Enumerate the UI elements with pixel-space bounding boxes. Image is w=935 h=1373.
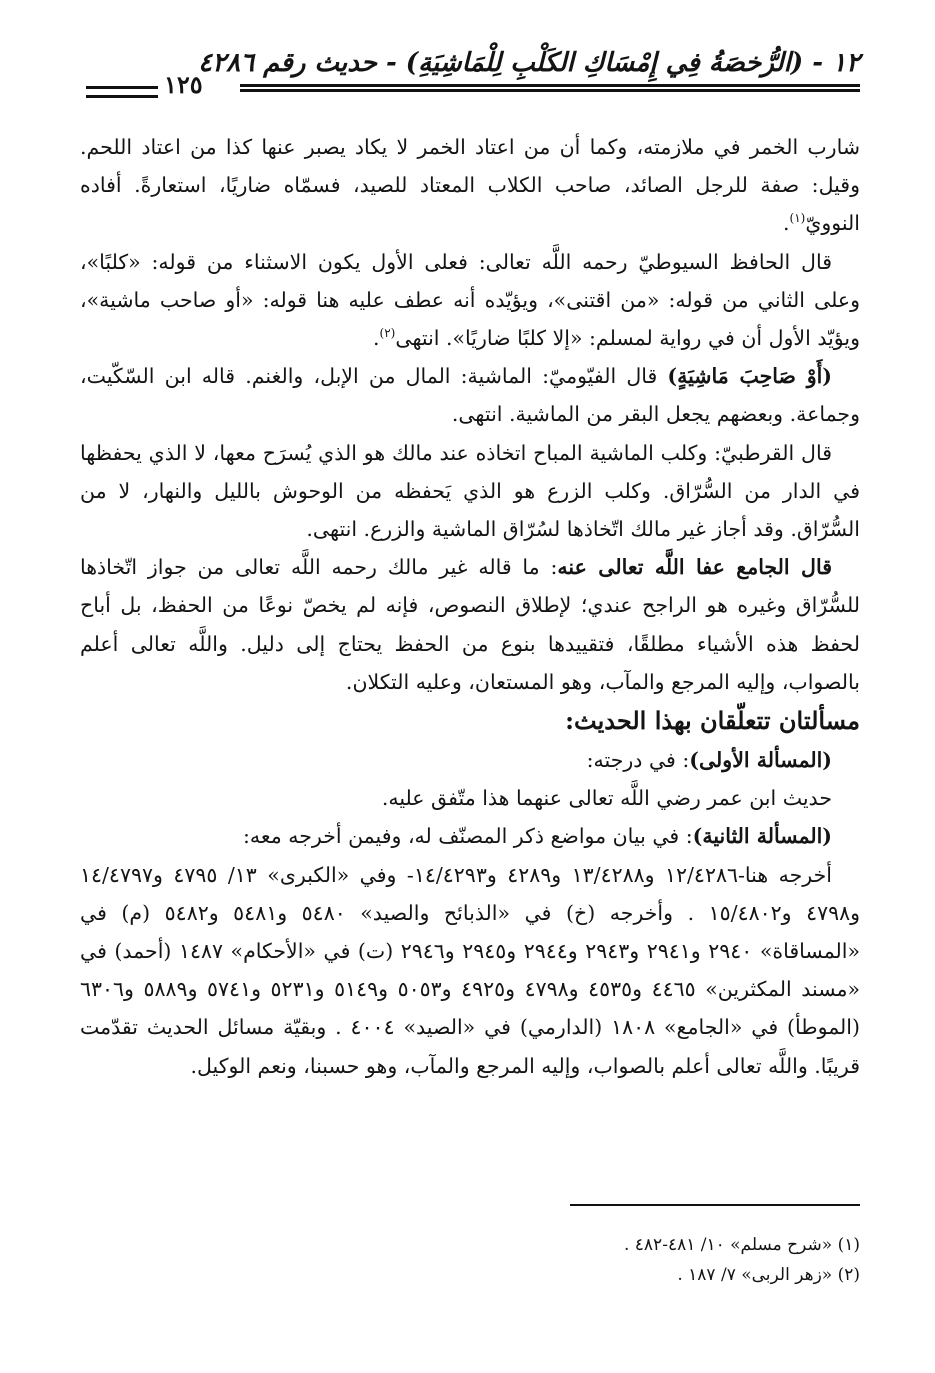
paragraph (80, 548, 860, 701)
running-title: ١٢ - (الرُّخصَةُ فِي إِمْسَاكِ الكَلْبِ لِلْمَاشِيَةِ) - حديث رقم ٤٢٨٦ (198, 48, 860, 78)
page-header (86, 40, 860, 102)
footnote-rule (570, 1204, 860, 1206)
paragraph-text: : في درجته: (586, 748, 690, 773)
main-text (80, 128, 860, 1085)
author-remark-label: قال الجامع عفا اللَّه تعالى عنه (557, 555, 832, 580)
page-number-rule (86, 86, 158, 98)
paragraph-text: قال الفيّوميّ: الماشية: المال من الإبل، والغنم. قاله ابن السّكّيت، وجماعة. وبعضهم يجعل البقر من الماشية. انتهى. (80, 364, 860, 427)
paragraph (80, 434, 860, 549)
issue-label: (المسألة الثانية) (692, 824, 832, 849)
paragraph (80, 817, 860, 855)
paragraph: أخرجه هنا-١٢/٤٢٨٦ و١٣/٤٢٨٨ و٤٢٨٩ و١٤/٤٢٩٣- وفي «الكبرى» ١٣/ ٤٧٩٥ و١٤/٤٧٩٧ و٤٧٩٨ و١٥/٤٨٠٢ . وأخرجه (خ) في «الذبائح والصيد» ٥٤٨٠ و٥٤٨١ و٥٤٨٢ (م) في «المساقاة» ٢٩٤٠ و٢٩٤١ و٢٩٤٣ و٢٩٤٤ و٢٩٤٥ و٢٩٤٦ (ت) في «الأحكام» ١٤٨٧ (أحمد) في «مسند المكثرين» ٤٤٦٥ و٤٥٣٥ و٤٧٩٨ و٤٩٢٥ و٥٠٥٣ و٥١٤٩ و٥٢٣١ و٥٧٤١ و٥٨٨٩ و٦٣٠٦ (الموطأ) في «الجامع» ١٨٠٨ (الدارمي) في «الصيد» ٤٠٠٤ . وبقيّة مسائل الحديث تقدّمت قريبًا. واللَّه تعالى أعلم بالصواب، وإليه المرجع والمآب، وهو حسبنا، ونعم الوكيل. (80, 862, 861, 1078)
paragraph (80, 741, 860, 779)
footnote: (١) «شرح مسلم» ١٠/ ٤٨١-٤٨٢ . (623, 1235, 860, 1255)
page-number: ١٢٥ (164, 70, 203, 99)
paragraph: حديث ابن عمر رضي اللَّه تعالى عنهما هذا متّفق عليه. (381, 786, 832, 811)
quoted-phrase: (أَوْ صَاحِبَ مَاشِيَةٍ) (667, 364, 832, 389)
paragraph-text: قال القرطبيّ: وكلب الماشية المباح اتخاذه عند مالك هو الذي يُسرَح معها، لا الذي يحفظها في الدار من السُّرّاق. وكلب الزرع هو الذي يَحفظه من الوحوش بالليل والنهار، لا من السُّرّاق. وقد أجاز غير مالك اتّخاذها لسُرّاق الماشية والزرع. انتهى. (80, 440, 860, 542)
paragraph-text: قال الحافظ السيوطيّ رحمه اللَّه تعالى: فعلى الأول يكون الاسثناء من قوله: «كلبًا»، وعلى الثاني من قوله: «من اقتنى»، ويؤيّده أنه عطف عليه هنا قوله: «أو صاحب ماشية»، ويؤيّد الأول أن في رواية لمسلم: «إلا كلبًا ضاريًا». انتهى (80, 249, 860, 351)
paragraph-text: : في بيان مواضع ذكر المصنّف له، وفيمن أخرجه معه: (242, 824, 693, 849)
footnote-ref: (٢) (379, 326, 396, 341)
footnote: (٢) «زهر الربى» ٧/ ١٨٧ . (677, 1265, 860, 1285)
paragraph (80, 128, 860, 243)
issue-label: (المسألة الأولى) (689, 748, 832, 773)
header-rule (240, 84, 860, 92)
paragraph-end: . (373, 326, 380, 351)
paragraph-end: . (782, 211, 790, 236)
section-title: مسألتان تتعلّقان بهذا الحديث: (565, 706, 860, 736)
paragraph-text: شارب الخمر في ملازمته، وكما أن من اعتاد الخمر لا يكاد يصبر عنها كذا من اعتاد اللحم. وقيل: صفة للرجل الصائد، صاحب الكلاب المعتاد للصيد، فسمّاه ضاريًا، استعارةً. أفاده النوويّ (80, 135, 860, 236)
footnote-ref: (١) (789, 211, 806, 226)
paragraph (80, 357, 860, 433)
footnotes (360, 1230, 860, 1290)
paragraph (80, 243, 860, 358)
paragraph-text: : ما قاله غير مالك رحمه اللَّه تعالى من جواز اتّخاذها للسُّرّاق وغيره هو الراجح عندي؛ لإطلاق النصوص، فإنه لم يخصّ نوعًا من الحفظ، بل أباح لحفظ هذه الأشياء مطلقًا، فتقييدها بنوع من الحفظ يحتاج إلى دليل. واللَّه تعالى أعلم بالصواب، وإليه المرجع والمآب، وهو المستعان، وعليه التكلان. (80, 555, 860, 694)
